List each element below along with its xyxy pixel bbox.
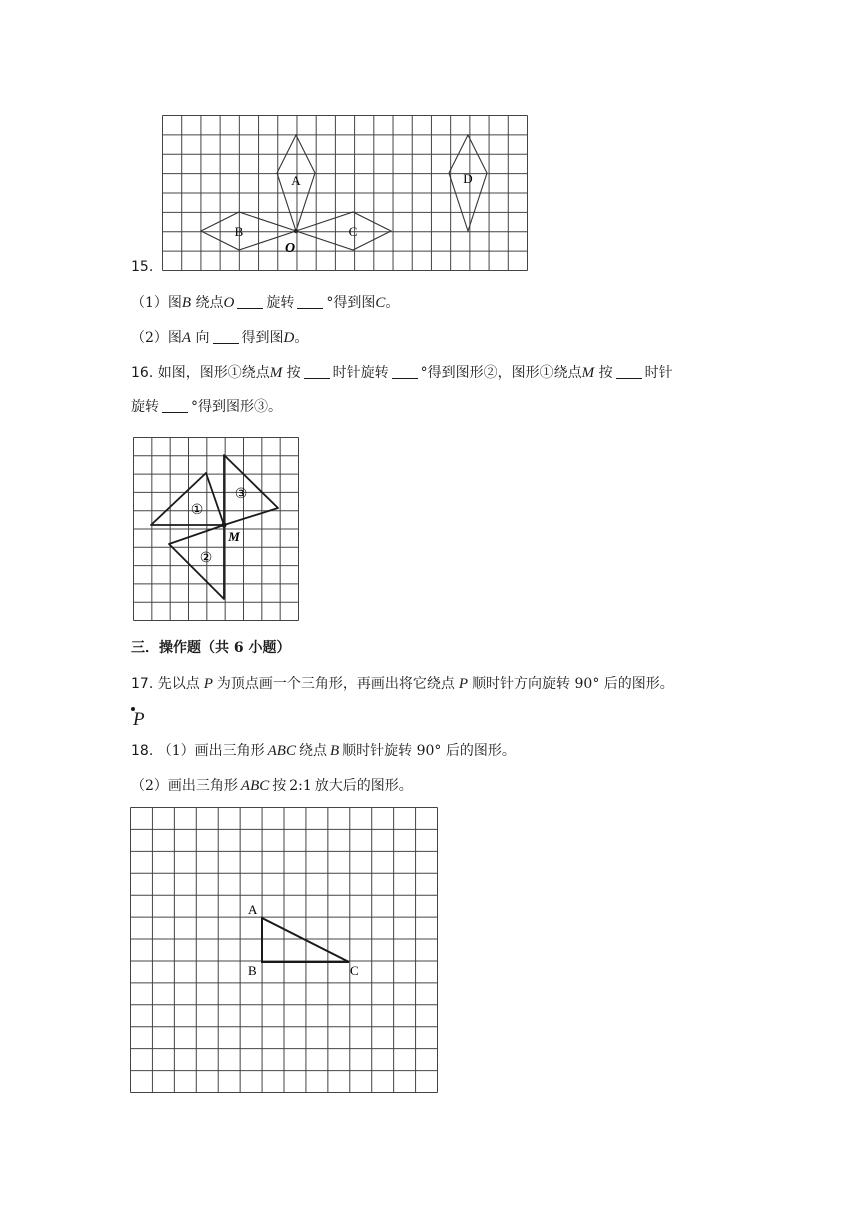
q15-number: 15. [131, 259, 154, 275]
q17-p1: P [203, 676, 213, 692]
triangle-1 [151, 473, 224, 525]
answer-blank[interactable] [304, 364, 330, 379]
q15-p2-shape1: A [181, 330, 192, 346]
q17-number: 17. [131, 676, 154, 692]
q16-l2-t2: °得到图形③。 [191, 399, 282, 415]
q16-grid-figure [133, 437, 299, 621]
answer-blank[interactable] [297, 294, 323, 309]
q15-p1-prefix: （1）图 [131, 295, 182, 311]
q18-p2-suffix: 放大后的图形。 [314, 778, 413, 794]
triangle-2 [169, 525, 224, 599]
answer-blank[interactable] [237, 294, 263, 309]
point-m [221, 522, 226, 527]
answer-blank[interactable] [213, 329, 239, 344]
q18-grid-figure [130, 807, 438, 1093]
q15-p1-shape1: B [181, 295, 192, 311]
q16-l1-t2: 按 [282, 365, 301, 381]
q15-p1-shape2: C [375, 295, 386, 311]
q17-t1: 先以点 [157, 676, 200, 692]
q16-l1-m1: M [269, 365, 283, 381]
q18-part1 [131, 741, 516, 761]
q16-l1-t6: 时针 [644, 365, 673, 381]
label-m: M [228, 529, 240, 544]
q15-part1 [131, 293, 399, 313]
q16-l1-m2: M [581, 365, 595, 381]
q15-p2-shape2: D [283, 330, 295, 346]
q18-p1-pt: B [329, 743, 340, 759]
q17-t3: 顺时针方向旋转 90° 后的图形。 [472, 676, 674, 692]
q16-l2-t1: 旋转 [131, 399, 159, 415]
q15-part2 [131, 328, 308, 348]
q15-grid-figure [162, 115, 528, 271]
label-shape-1: ① [190, 503, 204, 518]
label-a: A [291, 173, 301, 188]
q15-p1-mid1: 绕点 [191, 295, 224, 311]
q17-text [131, 674, 674, 694]
answer-blank[interactable] [616, 364, 642, 379]
q18-number: 18. [131, 743, 154, 759]
label-shape-3: ③ [234, 487, 248, 502]
rhombus-c [296, 212, 391, 250]
q15-p1-mid2: 旋转 [266, 295, 295, 311]
q18-p2-mid: 按 [272, 778, 287, 794]
q18-p2-prefix: （2）画出三角形 [131, 778, 238, 794]
triangle-3 [224, 455, 278, 525]
q18-part2 [131, 776, 413, 796]
q16-line1 [131, 363, 673, 383]
q16-number: 16. [131, 365, 154, 381]
q15-p1-mid3: °得到图 [326, 295, 376, 311]
label-b: B [234, 224, 244, 239]
label-c: C [350, 963, 359, 978]
q16-line2 [131, 397, 282, 417]
label-shape-2: ② [199, 551, 213, 566]
answer-blank[interactable] [392, 364, 418, 379]
rhombus-b [201, 212, 296, 250]
q15-p2-prefix: （2）图 [131, 330, 182, 346]
label-o: O [284, 241, 296, 256]
q18-p2-tri: ABC [240, 778, 270, 794]
q15-p2-mid1: 向 [191, 330, 210, 346]
q15-p1-suffix: 。 [385, 295, 400, 311]
q15-p2-suffix: 。 [294, 330, 309, 346]
q18-p2-ratio: 2:1 [289, 778, 312, 794]
q18-p1-suffix: 顺时针旋转 90° 后的图形。 [342, 743, 516, 759]
q16-l1-t4: °得到图形②，图形①绕点 [420, 365, 582, 381]
point-o [294, 229, 298, 233]
q16-l1-t1: 如图，图形①绕点 [157, 365, 270, 381]
answer-blank[interactable] [162, 398, 188, 413]
q15-p1-point: O [223, 295, 235, 311]
q16-l1-t5: 按 [594, 365, 613, 381]
q17-p2: P [458, 676, 469, 692]
q18-p1-tri: ABC [267, 743, 296, 759]
section-title: 三．操作题（共 6 小题） [131, 640, 291, 656]
point-p-label: P [133, 709, 145, 730]
q18-p1-prefix: （1）画出三角形 [157, 743, 265, 759]
q18-p1-mid: 绕点 [298, 743, 327, 759]
q17-t2: 为顶点画一个三角形，再画出将它绕点 [216, 676, 455, 692]
label-b: B [248, 963, 257, 978]
q15-p2-mid2: 得到图 [241, 330, 284, 346]
label-d: D [463, 171, 473, 186]
label-a: A [248, 902, 258, 917]
label-c: C [348, 224, 358, 239]
q16-l1-t3: 时针旋转 [332, 365, 389, 381]
